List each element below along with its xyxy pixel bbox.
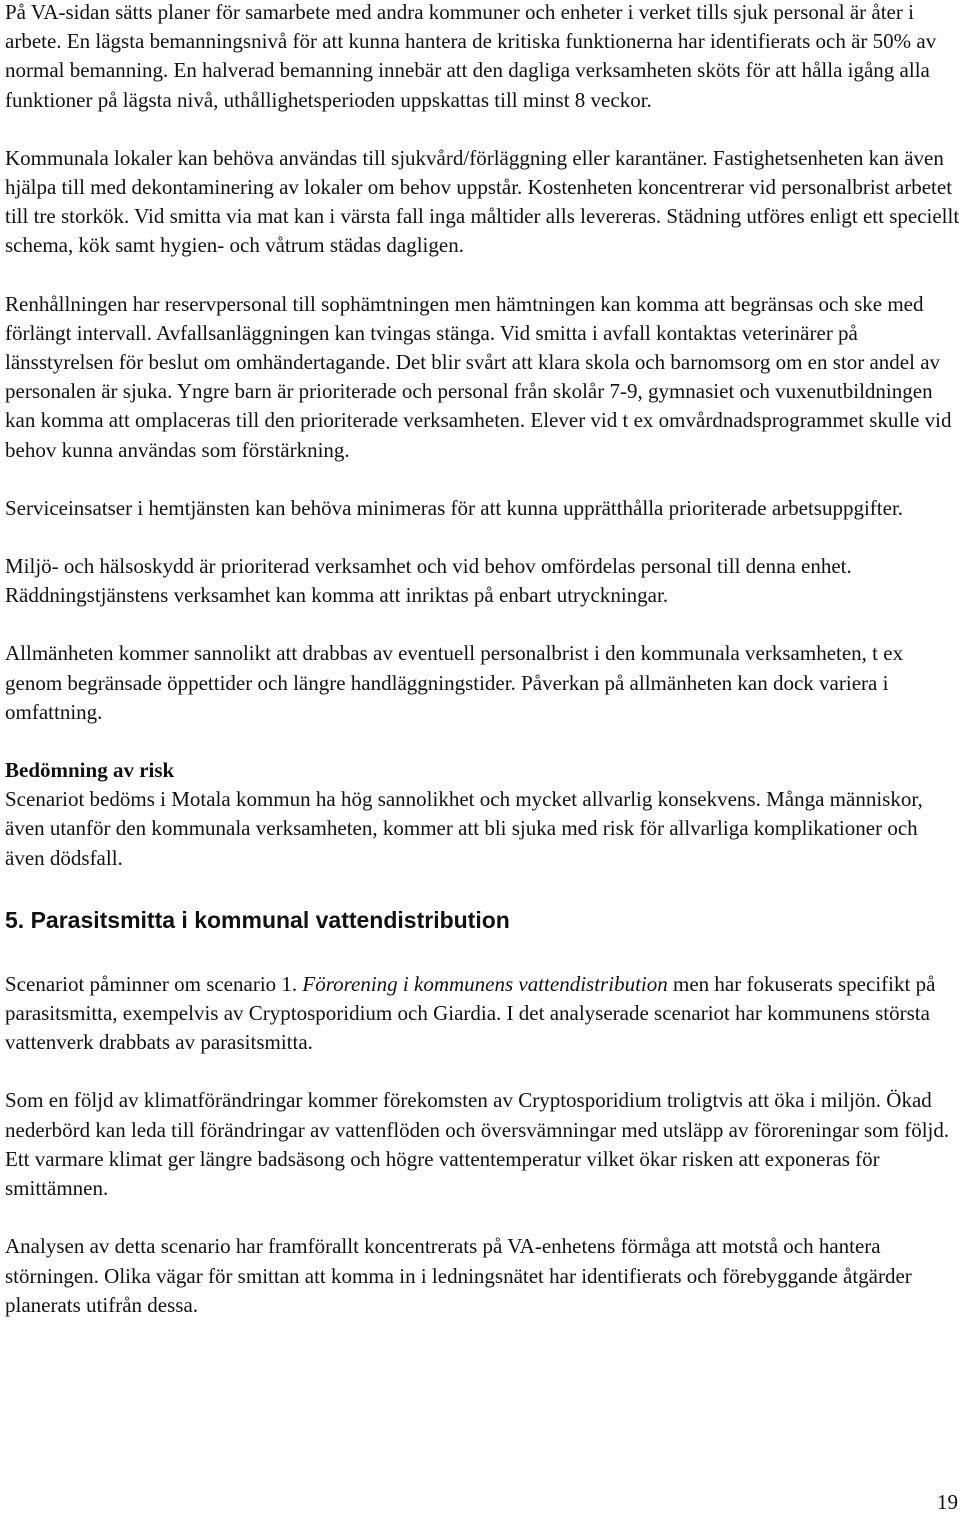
paragraph-home-services: Serviceinsatser i hemtjänsten kan behöva minimeras för att kunna upprätthålla prioriterade arbetsuppgifter.: [5, 495, 904, 520]
page-number: 19: [937, 1490, 958, 1514]
paragraph-public-impact: Allmänheten kommer sannolikt att drabbas av eventuell personalbrist i den kommunala verksamheten, t ex genom begränsade öppettider och längre handläggningstider. Påverkan på allmänheten kan dock variera i omfattning.: [5, 641, 904, 724]
paragraph-analysis: Analysen av detta scenario har framförallt koncentrerats på VA-enhetens förmåga att motstå och hantera störningen. Olika vägar för smittan att komma in i ledningsnätet har identifierats och förebyggande åtgärder planerats utifrån dessa.: [5, 1234, 912, 1317]
paragraph-environmental-health: Miljö- och hälsoskydd är prioriterad verksamhet och vid behov omfördelas personal till denna enhet. Räddningstjänstens verksamhet kan komma att inriktas på enbart utryckningar.: [5, 554, 852, 608]
scenario-intro-after: men har fokuserats specifikt på parasitsmitta, exempelvis av Cryptosporidium och Giardia. I det analyserade scenariot har kommunens största vattenverk drabbats av parasitsmitta.: [5, 971, 936, 1055]
paragraph-waste-collection: Renhållningen har reservpersonal till sophämtningen men hämtningen kan komma att begränsas och ske med förlängt intervall. Avfallsanläggningen kan tvingas stänga. Vid smitta i avfall kontaktas veterinärer på länsstyrelsen för beslut om omhändertagande. Det blir svårt att klara skola och barnomsorg om en stor andel av personalen är sjuka. Yngre barn är prioriterade och personal från skolår 7-9, gymnasiet och vuxenutbildningen kan komma att omplaceras till den prioriterade verksamheten. Elever vid t ex omvårdnadsprogrammet skulle vid behov kunna användas som förstärkning.: [5, 291, 952, 462]
paragraph-municipal-premises: Kommunala lokaler kan behöva användas till sjukvård/förläggning eller karantäner. Fastighetsenheten kan även hjälpa till med dekontaminering av lokaler om behov uppstår. Kostenheten koncentrerar vid personalbrist arbetet till tre storkök. Vid smitta via mat kan i värsta fall inga måltider alls levereras. Städning utföres enligt ett speciellt schema, kök samt hygien- och våtrum städas dagligen.: [5, 145, 960, 258]
paragraph-climate-change: Som en följd av klimatförändringar kommer förekomsten av Cryptosporidium troligtvis att öka i miljön. Ökad nederbörd kan leda till förändringar av vattenflöden och översvämningar med utsläpp av föroreningar som följd. Ett varmare klimat ger längre badsäsong och högre vattentemperatur vilket ökar risken att exponeras för smittämnen.: [5, 1088, 950, 1201]
risk-assessment-text: Scenariot bedöms i Motala kommun ha hög sannolikhet och mycket allvarlig konsekvens. Många människor, även utanför den kommunala verksamheten, kommer att bli sjuka med risk för allvarliga komplikationer och även dödsfall.: [5, 787, 923, 870]
section-heading: 5. Parasitsmitta i kommunal vattendistribution: [5, 906, 510, 933]
paragraph-scenario-intro: [5, 970, 960, 1058]
scenario-reference: Förorening i kommunens vattendistribution: [302, 971, 668, 996]
document-page: [5, 0, 960, 1320]
scenario-intro-before: Scenariot påminner om scenario 1.: [5, 971, 303, 996]
risk-assessment-heading: Bedömning av risk: [5, 758, 175, 783]
paragraph-va-plans: På VA-sidan sätts planer för samarbete med andra kommuner och enheter i verket tills sjuk personal är åter i arbete. En lägsta bemanningsnivå för att kunna hantera de kritiska funktionerna har identifierats och är 50% av normal bemanning. En halverad bemanning innebär att den dagliga verksamheten sköts för att hålla igång alla funktioner på lägsta nivå, uthållighetsperioden uppskattas till minst 8 veckor.: [5, 0, 937, 112]
